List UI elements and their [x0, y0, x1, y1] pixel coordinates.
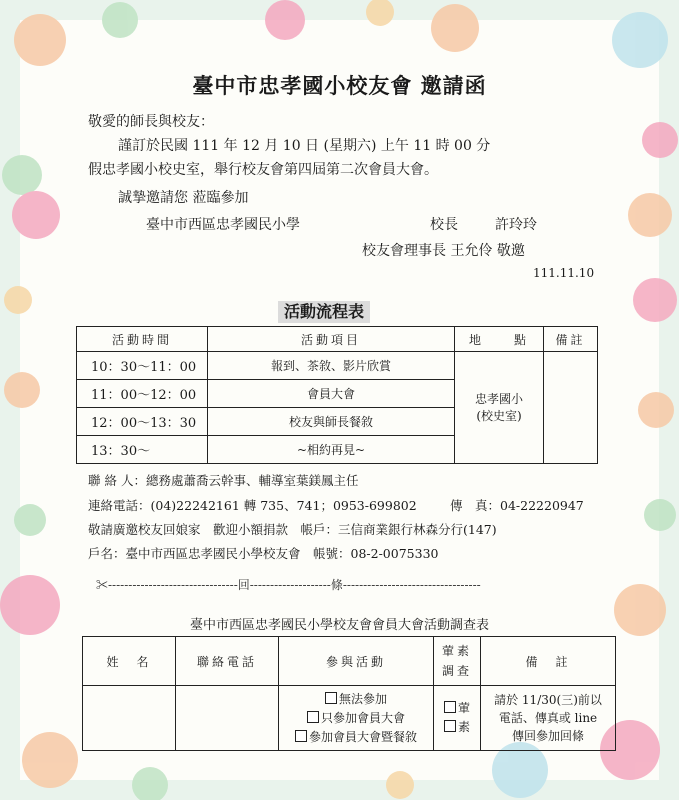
checkbox[interactable]: [444, 720, 456, 732]
survey-header-diet: 葷素 調查: [434, 637, 481, 686]
option-meeting-only[interactable]: 只參加會員大會: [279, 709, 433, 728]
event-place-line: 假忠孝國小校史室，舉行校友會第四屆第二次會員大會。: [88, 162, 438, 178]
page-title: 臺中市忠孝國小校友會 邀請函: [192, 73, 487, 98]
survey-name-cell[interactable]: [83, 686, 176, 751]
option-no-attend[interactable]: 無法參加: [279, 690, 433, 709]
survey-table: [82, 636, 616, 751]
schedule-item: ~相約再見~: [208, 436, 455, 464]
chair-signature: 校友會理事長 王允伶 敬邀: [362, 243, 525, 259]
survey-title: 臺中市西區忠孝國民小學校友會會員大會活動調查表: [189, 618, 489, 633]
survey-header-activity: 參與活動: [279, 637, 434, 686]
letter-date: 111.11.10: [533, 266, 595, 280]
option-meeting-and-meal[interactable]: 參加會員大會暨餐敘: [279, 728, 433, 747]
survey-activity-options: [279, 686, 434, 751]
survey-diet-options: [434, 686, 481, 751]
schedule-header-location: 地 點: [455, 327, 544, 352]
checkbox[interactable]: [444, 701, 456, 713]
checkbox[interactable]: [307, 711, 319, 723]
option-meat[interactable]: 葷: [434, 699, 480, 718]
cut-line: ✂--------------------------------回--------------------條----------------------------------: [96, 578, 481, 592]
survey-header-name: 姓 名: [83, 637, 176, 686]
invite-line: 誠摯邀請您 蒞臨參加: [118, 190, 249, 206]
schedule-row: [77, 352, 598, 380]
schedule-header-item: 活動項目: [208, 327, 455, 352]
checkbox[interactable]: [295, 730, 307, 742]
event-date-line: 謹訂於民國 111 年 12 月 10 日 (星期六) 上午 11 時 00 分: [118, 138, 491, 154]
schedule-item: 報到、茶敘、影片欣賞: [208, 352, 455, 380]
contact-fax: 傳 真：04-22220947: [450, 498, 584, 513]
account-line: 戶名：臺中市西區忠孝國民小學校友會 帳號：08-2-0075330: [88, 546, 439, 561]
schedule-location: 忠孝國小 (校史室): [455, 352, 544, 464]
schedule-header-time: 活動時間: [77, 327, 208, 352]
survey-header-row: [83, 637, 616, 686]
principal-name: 許玲玲: [495, 217, 537, 233]
schedule-header-remark: 備註: [544, 327, 598, 352]
school-name: 臺中市西區忠孝國民小學: [146, 217, 300, 233]
survey-body-row: [83, 686, 616, 751]
schedule-time: 10：30～11：00: [77, 352, 208, 380]
salutation: 敬愛的師長與校友：: [88, 114, 214, 130]
option-vegetarian[interactable]: 素: [434, 718, 480, 737]
principal-role: 校長: [430, 217, 458, 233]
schedule-item: 校友與師長餐敘: [208, 408, 455, 436]
contact-person: 聯 絡 人：總務處蕭喬云幹事、輔導室葉鎂鳳主任: [88, 473, 359, 488]
survey-remark-note: 請於 11/30(三)前以 電話、傳真或 line 傳回參加回條: [481, 686, 616, 751]
schedule-table: [76, 326, 598, 464]
schedule-time: 11：00～12：00: [77, 380, 208, 408]
schedule-time: 12：00～13：30: [77, 408, 208, 436]
survey-phone-cell[interactable]: [176, 686, 279, 751]
donation-line: 敬請廣邀校友回娘家 歡迎小額捐款 帳戶：三信商業銀行林森分行(147): [88, 522, 497, 537]
schedule-item: 會員大會: [208, 380, 455, 408]
schedule-header-row: [77, 327, 598, 352]
survey-header-remark: 備 註: [481, 637, 616, 686]
contact-phone: 連絡電話：(04)22242161 轉 735、741；0953-699802: [88, 498, 417, 513]
schedule-time: 13：30～: [77, 436, 208, 464]
schedule-title: 活動流程表: [278, 301, 370, 323]
survey-header-phone: 聯絡電話: [176, 637, 279, 686]
checkbox[interactable]: [325, 692, 337, 704]
schedule-remark-cell: [544, 352, 598, 464]
